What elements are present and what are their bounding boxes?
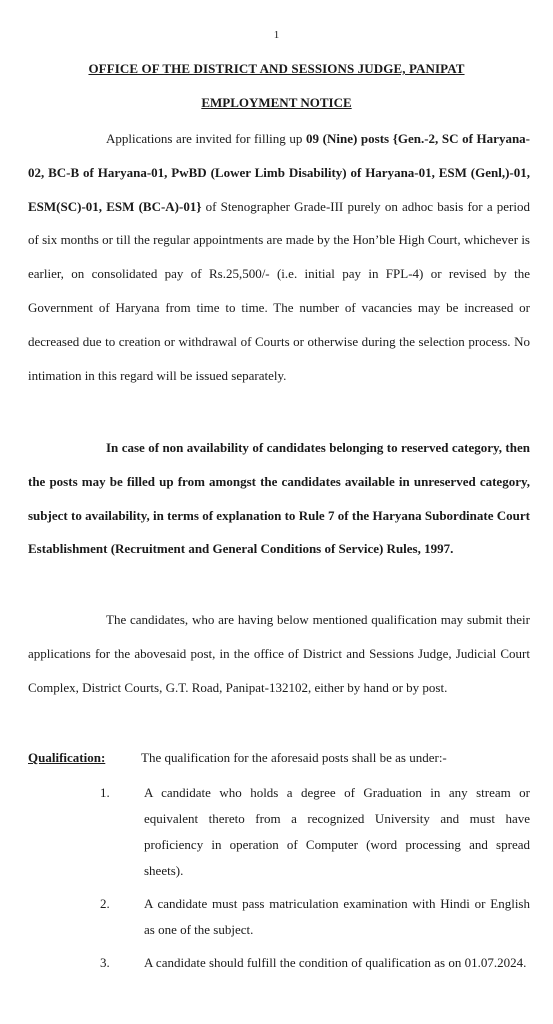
list-item: [100, 891, 530, 943]
para1-posts-details: 09 (Nine) posts {Gen.-2, SC of Haryana-02, BC-B of Haryana-01, PwBD (Lower Limb Disability) of Haryana-01, ESM (Genl,)-01, ESM(SC)-01, ESM (BC-A)-01}: [28, 131, 530, 214]
list-item-text: A candidate should fulfill the condition of qualification as on 01.07.2024.: [144, 955, 527, 970]
paragraph-submit-applications: The candidates, who are having below mentioned qualification may submit their applications for the abovesaid post, in the office of District and Sessions Judge, Judicial Court Complex, District Courts, G.T. Road, Panipat-132102, either by hand or by post.: [28, 612, 530, 695]
office-title: OFFICE OF THE DISTRICT AND SESSIONS JUDGE, PANIPAT: [88, 61, 465, 76]
list-item-number: 3.: [100, 955, 110, 970]
list-item-number: 1.: [100, 785, 110, 800]
para1-rest: of Stenographer Grade-III purely on adhoc basis for a period of six months or till the regular appointments are made by the Hon’ble High Court, whichever is earlier, on consolidated pay of Rs.25,500/- (i.e. initial pay in FPL-4) or revised by the Government of Haryana from time to time. The number of vacancies may be increased or decreased due to creation or withdrawal of Courts or otherwise during the selection process. No intimation in this regard will be issued separately.: [28, 198, 530, 383]
list-item-text: A candidate who holds a degree of Graduation in any stream or equivalent thereto from a recognized University and must have proficiency in operation of Computer (word processing and spread sheets).: [144, 785, 530, 878]
notice-title: EMPLOYMENT NOTICE: [201, 95, 352, 110]
qualification-list: [100, 780, 530, 983]
list-item: [100, 780, 530, 884]
paragraph-applications-invited: [28, 122, 530, 392]
list-item-text: A candidate must pass matriculation examination with Hindi or English as one of the subject.: [144, 896, 530, 937]
page-number: 1: [273, 29, 280, 41]
qualification-intro: The qualification for the aforesaid posts shall be as under:-: [141, 750, 447, 765]
para1-intro: Applications are invited for filling up: [106, 131, 307, 146]
qualification-label: Qualification:: [28, 750, 106, 765]
qualification-heading-row: [28, 741, 530, 774]
list-item: [100, 950, 530, 976]
list-item-number: 2.: [100, 896, 110, 911]
paragraph-reserved-category: In case of non availability of candidates belonging to reserved category, then the posts may be filled up from amongst the candidates available in unreserved category, subject to availability, in terms of explanation to Rule 7 of the Haryana Subordinate Court Establishment (Recruitment and General Conditions of Service) Rules, 1997.: [28, 440, 530, 557]
